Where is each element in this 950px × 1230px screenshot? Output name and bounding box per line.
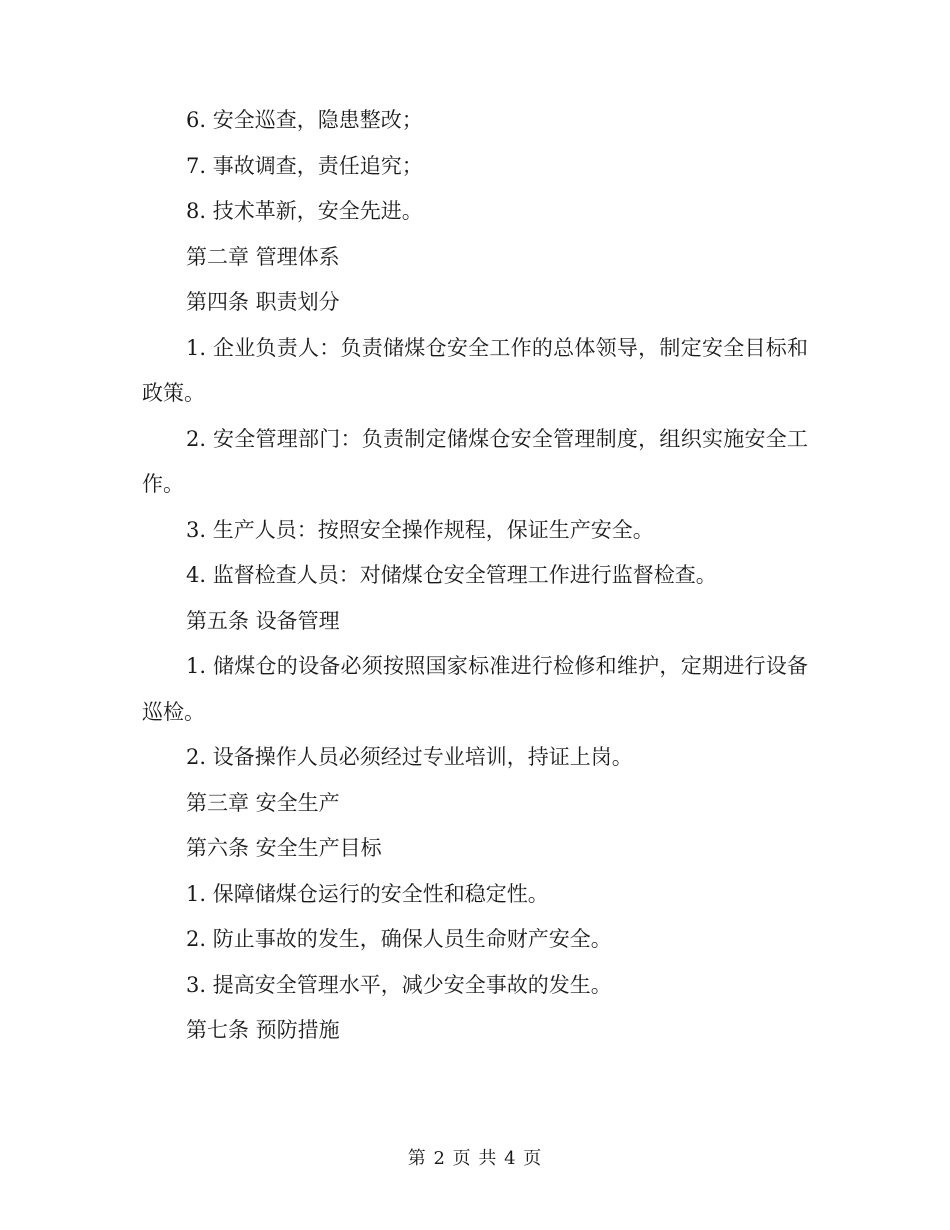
article-heading-5: 第五条 设备管理 xyxy=(186,608,340,633)
list-item-safety-department: 2. 安全管理部门：负责制定储煤仓安全管理制度，组织实施安全工作。 xyxy=(142,426,808,496)
list-item-operator-training: 2. 设备操作人员必须经过专业培训，持证上岗。 xyxy=(186,745,633,769)
list-item-production-staff: 3. 生产人员：按照安全操作规程，保证生产安全。 xyxy=(186,517,654,542)
list-item-innovation: 8. 技术革新，安全先进。 xyxy=(186,199,423,223)
list-item-inspection: 6. 安全巡查，隐患整改； xyxy=(186,108,423,132)
page-number-footer: 第 2 页 共 4 页 xyxy=(407,1148,543,1169)
list-item-equipment-maintenance: 1. 储煤仓的设备必须按照国家标准进行检修和维护，定期进行设备巡检。 xyxy=(142,654,808,724)
list-item-accident-prevention: 2. 防止事故的发生，确保人员生命财产安全。 xyxy=(186,927,612,951)
list-item-enterprise-leader: 1. 企业负责人：负责储煤仓安全工作的总体领导，制定安全目标和政策。 xyxy=(142,335,808,405)
list-item-supervisors: 4. 监督检查人员：对储煤仓安全管理工作进行监督检查。 xyxy=(186,563,717,587)
chapter-heading-2: 第二章 管理体系 xyxy=(186,244,340,269)
chapter-heading-3: 第三章 安全生产 xyxy=(186,790,340,815)
article-heading-6: 第六条 安全生产目标 xyxy=(186,836,382,860)
list-item-investigation: 7. 事故调查，责任追究； xyxy=(186,153,423,178)
document-body xyxy=(142,98,808,1054)
list-item-stability: 1. 保障储煤仓运行的安全性和稳定性。 xyxy=(186,881,549,906)
article-heading-4: 第四条 职责划分 xyxy=(186,290,340,314)
list-item-management-level: 3. 提高安全管理水平，减少安全事故的发生。 xyxy=(186,972,612,997)
article-heading-7: 第七条 预防措施 xyxy=(186,1018,340,1042)
